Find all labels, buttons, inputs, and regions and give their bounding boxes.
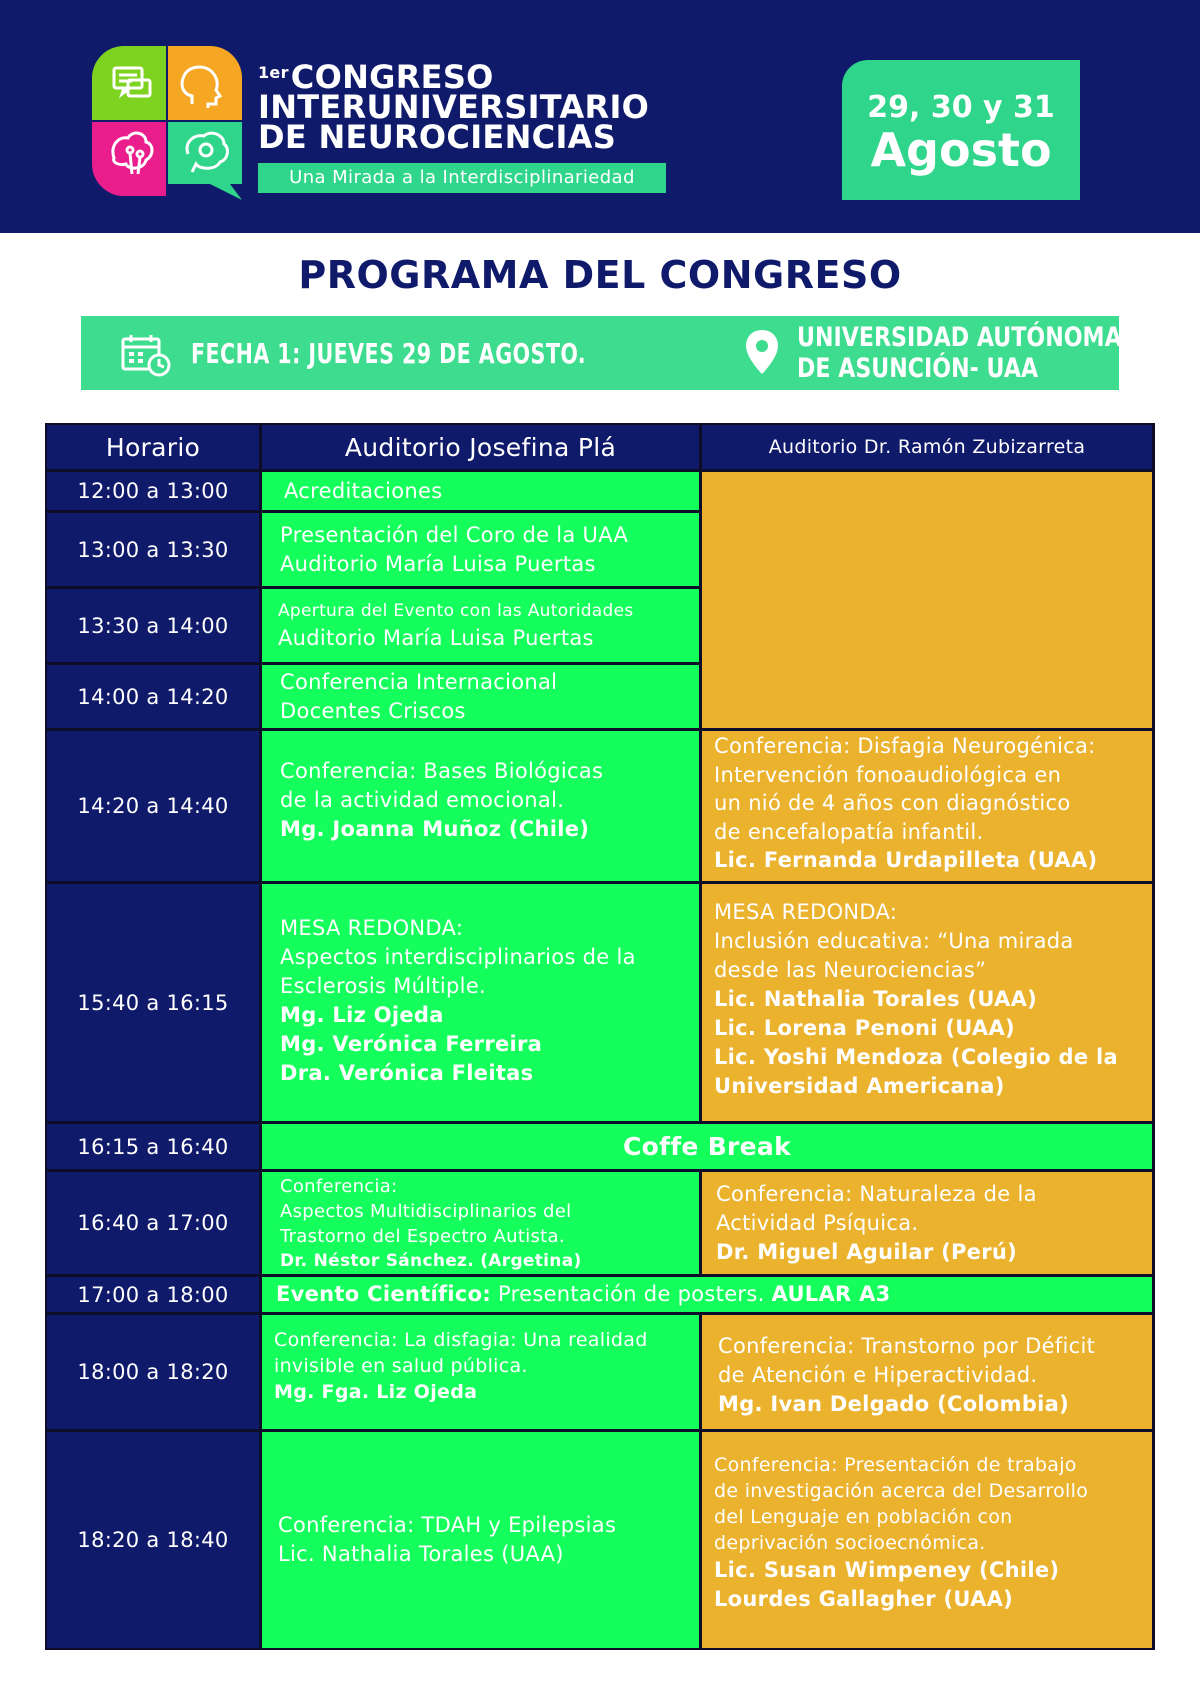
session-line: Auditorio María Luisa Puertas <box>278 626 594 650</box>
session-line: Docentes Criscos <box>280 698 466 723</box>
time-cell: 12:00 a 13:00 <box>47 472 259 510</box>
session-line: Lic. Nathalia Torales (UAA) <box>278 1542 564 1566</box>
title-superscript: 1er <box>258 63 289 82</box>
speaker-name: Mg. Fga. Liz Ojeda <box>274 1381 478 1403</box>
session-cell <box>262 731 699 881</box>
session-line: Actividad Psíquica. <box>716 1210 919 1235</box>
header-auditorio-josefina: Auditorio Josefina Plá <box>262 425 699 469</box>
session-line: Aspectos interdisciplinarios de la <box>280 945 636 969</box>
speaker-name: Lic. Yoshi Mendoza (Colegio de la <box>714 1045 1118 1069</box>
session-cell <box>262 589 699 662</box>
time-cell: 13:30 a 14:00 <box>47 589 259 662</box>
date-days: 29, 30 y 31 <box>867 90 1055 125</box>
speaker-name: Mg. Liz Ojeda <box>280 1003 444 1027</box>
venue-line-1: UNIVERSIDAD AUTÓNOMA <box>797 322 1122 353</box>
time-cell: 17:00 a 18:00 <box>47 1277 259 1312</box>
poster-session-cell <box>262 1277 1152 1312</box>
time-cell: 16:15 a 16:40 <box>47 1124 259 1169</box>
session-line: Presentación del Coro de la UAA <box>280 522 629 547</box>
session-line: Conferencia: Disfagia Neurogénica: <box>714 734 1096 758</box>
header-banner <box>0 0 1200 233</box>
session-line: de investigación acerca del Desarrollo <box>714 1480 1089 1502</box>
session-line: Esclerosis Múltiple. <box>280 974 487 998</box>
session-line: deprivación socioecnómica. <box>714 1532 986 1554</box>
session-line: Auditorio María Luisa Puertas <box>280 551 596 576</box>
session-line: Aspectos Multidisciplinarios del <box>280 1201 572 1222</box>
congress-logo <box>92 46 242 200</box>
title-line-3: DE NEUROCIENCIAS <box>258 118 617 156</box>
session-line: MESA REDONDA: <box>714 900 898 924</box>
time-cell: 18:20 a 18:40 <box>47 1432 259 1648</box>
session-cell <box>262 1172 699 1274</box>
session-cell <box>702 1432 1152 1648</box>
venue-line-2: DE ASUNCIÓN- UAA <box>797 353 1039 384</box>
time-cell: 14:00 a 14:20 <box>47 665 259 728</box>
session-line: Apertura del Evento con las Autoridades <box>278 601 634 621</box>
session-line: de Atención e Hiperactividad. <box>718 1362 1038 1387</box>
session-line: Trastorno del Espectro Autista. <box>280 1226 565 1247</box>
header-auditorio-ramon: Auditorio Dr. Ramón Zubizarreta <box>702 425 1152 469</box>
session-line: Conferencia: Presentación de trabajo <box>714 1454 1077 1476</box>
venue-label <box>797 322 1122 384</box>
congress-subtitle: Una Mirada a la Interdisciplinariedad <box>258 163 666 193</box>
time-cell: 15:40 a 16:15 <box>47 884 259 1121</box>
session-line: Conferencia: Transtorno por Déficit <box>718 1333 1096 1358</box>
session-line: Conferencia: <box>280 1176 398 1197</box>
speaker-name: Dr. Miguel Aguilar (Perú) <box>716 1239 1018 1264</box>
speaker-name: Lic. Lorena Penoni (UAA) <box>714 1016 1015 1040</box>
time-cell: 18:00 a 18:20 <box>47 1315 259 1429</box>
coffee-break-cell: Coffe Break <box>262 1124 1152 1169</box>
date-location-bar <box>81 316 1122 390</box>
speaker-name: Lourdes Gallagher (UAA) <box>714 1587 1014 1611</box>
empty-slot-cell <box>702 472 1152 728</box>
speaker-name: Universidad Americana) <box>714 1074 1005 1098</box>
time-cell: 16:40 a 17:00 <box>47 1172 259 1274</box>
session-cell <box>702 1315 1152 1429</box>
header-horario: Horario <box>47 425 259 469</box>
speaker-name: Dra. Verónica Fleitas <box>280 1061 534 1085</box>
time-cell: 13:00 a 13:30 <box>47 513 259 586</box>
session-cell <box>262 1315 699 1429</box>
speaker-name: Lic. Fernanda Urdapilleta (UAA) <box>714 848 1098 872</box>
session-line: desde las Neurociencias” <box>714 958 987 982</box>
session-line: Acreditaciones <box>284 478 443 503</box>
session-line: del Lenguaje en población con <box>714 1506 1013 1528</box>
session-line: Conferencia: La disfagia: Una realidad <box>274 1329 648 1351</box>
session-cell <box>702 1172 1152 1274</box>
event-label: Evento Científico: <box>276 1282 492 1306</box>
session-cell <box>702 731 1152 881</box>
speaker-name: Mg. Verónica Ferreira <box>280 1032 543 1056</box>
time-cell: 14:20 a 14:40 <box>47 731 259 881</box>
speaker-name: Lic. Nathalia Torales (UAA) <box>714 987 1038 1011</box>
session-line: de la actividad emocional. <box>280 788 565 812</box>
session-line: Intervención fonoaudiológica en <box>714 762 1062 787</box>
calendar-clock-icon <box>121 333 171 377</box>
location-pin-icon <box>743 328 781 376</box>
session-cell <box>262 513 699 586</box>
session-cell <box>262 472 699 510</box>
session-line: un nió de 4 años con diagnóstico <box>714 791 1071 815</box>
session-cell <box>262 665 699 728</box>
programa-title: PROGRAMA DEL CONGRESO <box>298 253 902 297</box>
date-label: FECHA 1: JUEVES 29 DE AGOSTO. <box>191 337 587 370</box>
date-month: Agosto <box>870 123 1052 177</box>
session-line: MESA REDONDA: <box>280 916 464 940</box>
title-line-1: CONGRESO <box>290 58 494 96</box>
session-line: Inclusión educativa: “Una mirada <box>714 929 1074 953</box>
session-cell <box>262 1432 699 1648</box>
speaker-name: Dr. Néstor Sánchez. (Argetina) <box>280 1251 582 1271</box>
event-description: Presentación de posters. <box>491 1282 772 1306</box>
speaker-name: Mg. Ivan Delgado (Colombia) <box>718 1391 1070 1416</box>
session-line: Conferencia: Naturaleza de la <box>716 1181 1037 1206</box>
session-line: invisible en salud pública. <box>274 1355 528 1377</box>
event-room: AULAR A3 <box>771 1282 891 1306</box>
congress-title <box>258 58 650 156</box>
session-cell <box>262 884 699 1121</box>
session-line: Conferencia Internacional <box>280 669 558 694</box>
date-box <box>842 60 1080 200</box>
speaker-name: Lic. Susan Wimpeney (Chile) <box>714 1558 1060 1582</box>
session-cell <box>702 884 1152 1121</box>
session-line: Conferencia: Bases Biológicas <box>280 759 604 783</box>
session-line: de encefalopatía infantil. <box>714 819 984 844</box>
title-line-2: INTERUNIVERSITARIO <box>258 88 650 126</box>
schedule-table <box>45 423 1155 1650</box>
session-line: Conferencia: TDAH y Epilepsias <box>278 1513 617 1537</box>
speaker-name: Mg. Joanna Muñoz (Chile) <box>280 817 590 841</box>
